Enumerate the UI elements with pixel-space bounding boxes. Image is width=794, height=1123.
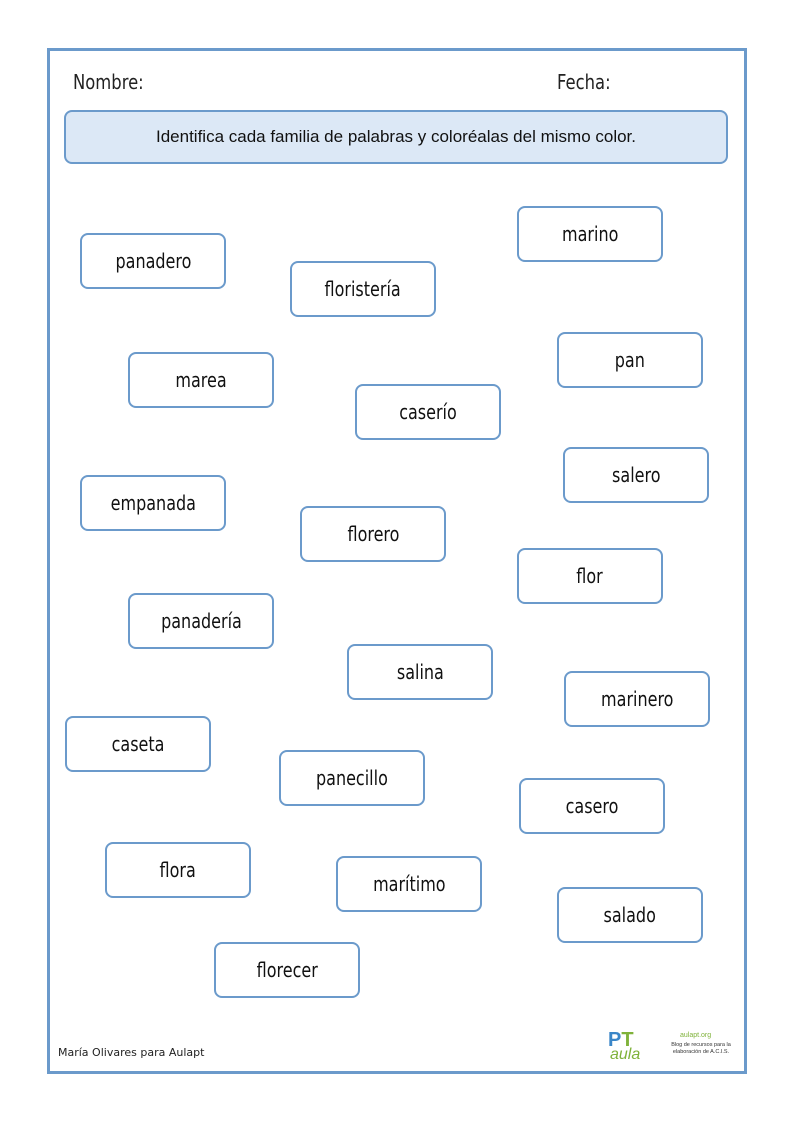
word-text: caseta	[111, 732, 165, 756]
word-text: salina	[396, 660, 444, 684]
logo-pt-text: PT	[608, 1029, 634, 1051]
word-text: panadería	[160, 609, 242, 633]
word-card[interactable]	[80, 475, 226, 531]
word-card[interactable]	[336, 856, 482, 912]
name-label: Nombre:	[73, 70, 144, 94]
word-card[interactable]	[519, 778, 665, 834]
word-card[interactable]	[517, 206, 663, 262]
word-text: flora	[159, 858, 197, 882]
word-card[interactable]	[355, 384, 501, 440]
word-text: pan	[614, 348, 646, 372]
word-card[interactable]	[564, 671, 710, 727]
word-card[interactable]	[80, 233, 226, 289]
date-label: Fecha:	[557, 70, 611, 94]
word-text: salero	[611, 463, 661, 487]
word-card[interactable]	[128, 593, 274, 649]
word-card[interactable]	[214, 942, 360, 998]
word-card[interactable]	[105, 842, 251, 898]
word-text: florero	[347, 522, 399, 546]
aulapt-logo	[608, 1030, 738, 1066]
logo-tagline: Blog de recursos para la elaboración de A.C.I.S.	[671, 1042, 731, 1055]
word-card[interactable]	[128, 352, 274, 408]
word-card[interactable]	[557, 332, 703, 388]
word-text: marítimo	[372, 872, 446, 896]
word-card[interactable]	[347, 644, 493, 700]
word-text: marea	[175, 368, 227, 392]
logo-aula-text: aula	[610, 1046, 641, 1063]
word-card[interactable]	[300, 506, 446, 562]
instruction-box	[64, 110, 728, 164]
word-card[interactable]	[290, 261, 436, 317]
instruction-text: Identifica cada familia de palabras y coloréalas del mismo color.	[155, 127, 637, 146]
word-text: panadero	[115, 249, 191, 273]
logo-site-text: aulapt.org	[680, 1032, 712, 1039]
word-card[interactable]	[279, 750, 425, 806]
word-text: casero	[565, 794, 619, 818]
word-text: empanada	[110, 491, 196, 515]
word-card[interactable]	[517, 548, 663, 604]
word-card[interactable]	[65, 716, 211, 772]
word-text: floristería	[324, 277, 402, 301]
word-card[interactable]	[563, 447, 709, 503]
word-text: salado	[603, 903, 657, 927]
author-credit: María Olivares para Aulapt	[58, 1046, 205, 1059]
word-card[interactable]	[557, 887, 703, 943]
word-text: panecillo	[316, 766, 388, 790]
word-text: marinero	[600, 687, 674, 711]
word-text: marino	[561, 222, 619, 246]
word-text: flor	[576, 564, 604, 588]
word-text: florecer	[256, 958, 318, 982]
word-text: caserío	[399, 400, 457, 424]
